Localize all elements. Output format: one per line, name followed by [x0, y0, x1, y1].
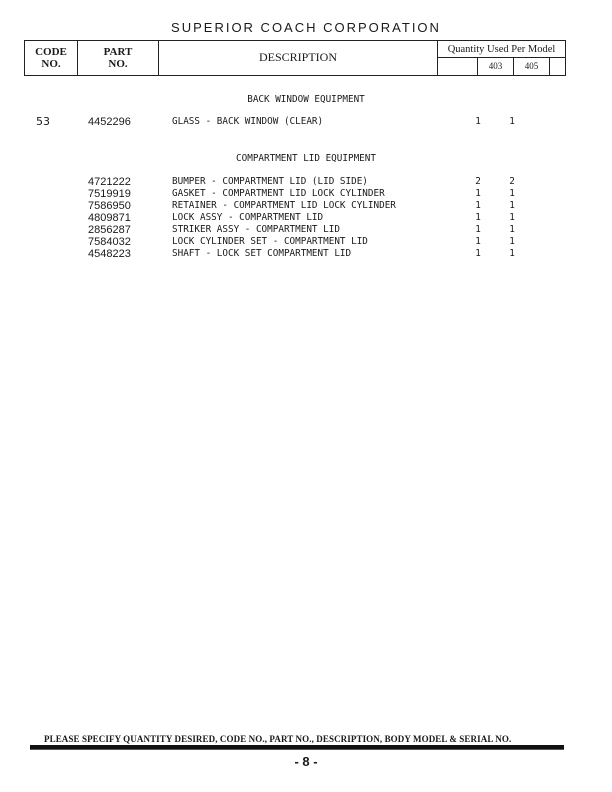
model-col-blank-end [550, 58, 565, 75]
qty-403: 1 [475, 224, 481, 235]
part-no: 4452296 [88, 116, 131, 128]
code-header-line1: CODE [35, 46, 67, 58]
page-number: - 8 - [294, 754, 318, 769]
company-title: SUPERIOR COACH CORPORATION [171, 20, 441, 35]
description: BUMPER - COMPARTMENT LID (LID SIDE) [172, 176, 368, 187]
qty-405: 1 [509, 188, 515, 199]
qty-403: 1 [475, 212, 481, 223]
qty-405: 2 [509, 176, 515, 187]
qty-405: 1 [509, 116, 515, 127]
part-no: 7586950 [88, 200, 131, 212]
table-row [0, 116, 612, 128]
qty-405: 1 [509, 236, 515, 247]
description: STRIKER ASSY - COMPARTMENT LID [172, 224, 340, 235]
model-col-blank [438, 58, 478, 75]
column-header-table [24, 40, 566, 76]
footer-rule-thin [30, 749, 564, 750]
table-row [0, 248, 612, 260]
description: LOCK CYLINDER SET - COMPARTMENT LID [172, 236, 368, 247]
qty-403: 1 [475, 200, 481, 211]
qty-405: 1 [509, 224, 515, 235]
description-header-label: DESCRIPTION [258, 50, 337, 64]
model-405-header: 405 [514, 58, 550, 75]
description-header [159, 41, 438, 75]
description: RETAINER - COMPARTMENT LID LOCK CYLINDER [172, 200, 396, 211]
description: GLASS - BACK WINDOW (CLEAR) [172, 116, 324, 127]
part-header-line2: NO. [108, 58, 128, 70]
part-no: 4721222 [88, 176, 131, 188]
part-no: 2856287 [88, 224, 131, 236]
table-row [0, 212, 612, 224]
table-row [0, 176, 612, 188]
part-no: 4548223 [88, 248, 131, 260]
code-no: 53 [36, 115, 50, 128]
table-row [0, 236, 612, 248]
table-row [0, 200, 612, 212]
model-403-header: 403 [478, 58, 514, 75]
part-no: 7584032 [88, 236, 131, 248]
quantity-header-title: Quantity Used Per Model [438, 43, 565, 58]
part-header-line1: PART [103, 46, 133, 58]
qty-403: 1 [475, 188, 481, 199]
qty-403: 1 [475, 248, 481, 259]
quantity-header [438, 41, 565, 75]
qty-405: 1 [509, 200, 515, 211]
ordering-instructions: PLEASE SPECIFY QUANTITY DESIRED, CODE NO., PART NO., DESCRIPTION, BODY MODEL & SERIAL NO. [44, 734, 512, 744]
description: LOCK ASSY - COMPARTMENT LID [172, 212, 324, 223]
part-no: 7519919 [88, 188, 131, 200]
code-no-header [25, 41, 78, 75]
table-row [0, 224, 612, 236]
description: SHAFT - LOCK SET COMPARTMENT LID [172, 248, 352, 259]
part-no: 4809871 [88, 212, 131, 224]
section-title-compartment-lid: COMPARTMENT LID EQUIPMENT [236, 153, 376, 164]
description: GASKET - COMPARTMENT LID LOCK CYLINDER [172, 188, 385, 199]
code-header-line2: NO. [41, 58, 61, 70]
qty-403: 2 [475, 176, 481, 187]
part-no-header [78, 41, 159, 75]
qty-403: 1 [475, 116, 481, 127]
qty-403: 1 [475, 236, 481, 247]
table-row [0, 188, 612, 200]
qty-405: 1 [509, 248, 515, 259]
section-title-back-window: BACK WINDOW EQUIPMENT [247, 94, 365, 105]
qty-405: 1 [509, 212, 515, 223]
